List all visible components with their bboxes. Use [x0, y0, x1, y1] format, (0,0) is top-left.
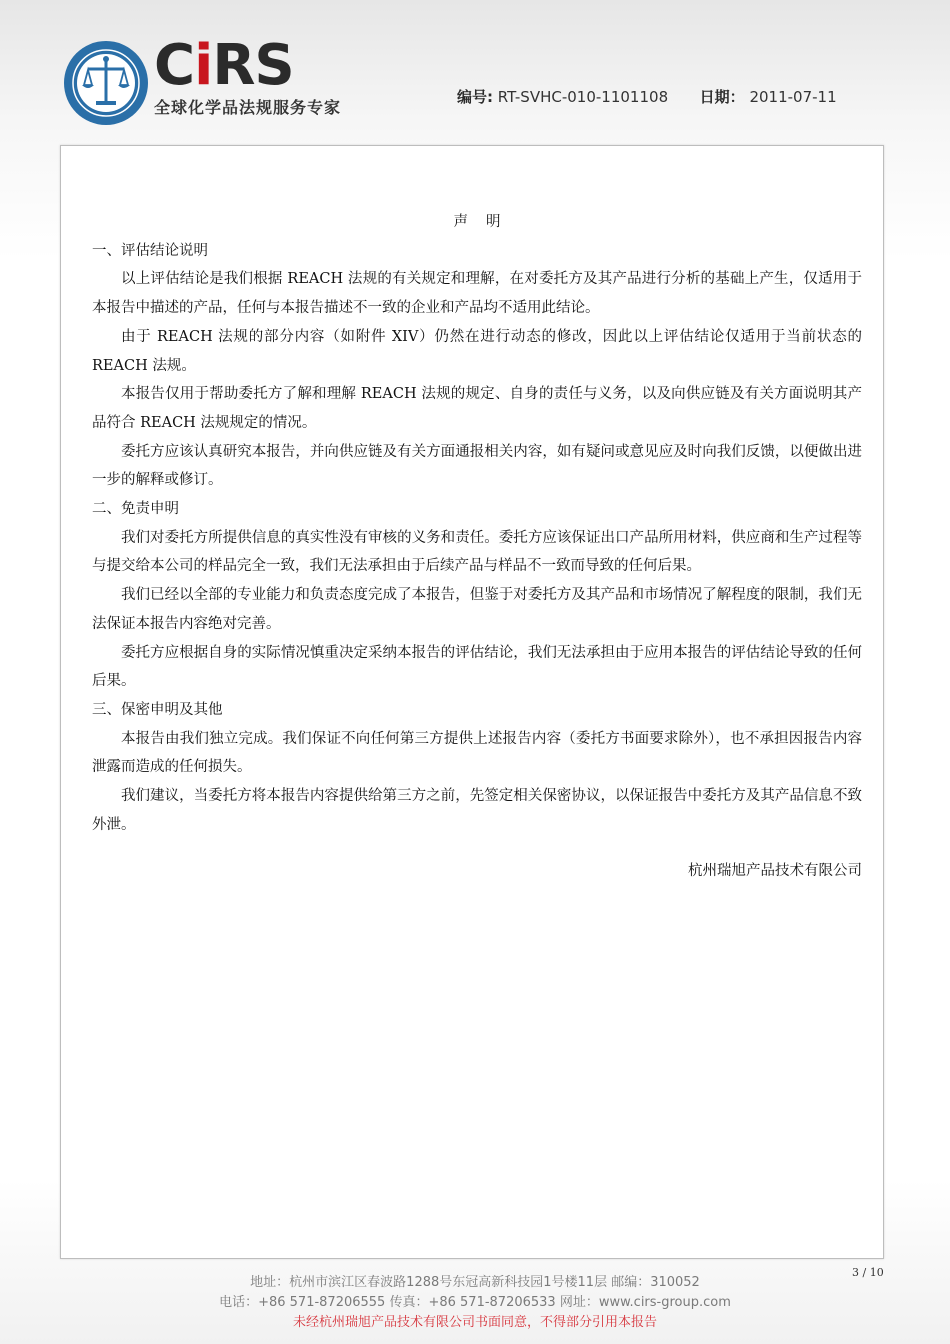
paragraph: 以上评估结论是我们根据 REACH 法规的有关规定和理解，在对委托方及其产品进行分析的基础上产生，仅适用于本报告中描述的产品，任何与本报告描述不一致的企业和产品均不适用此结论。 [92, 271, 862, 317]
company-logo [62, 35, 362, 135]
paragraph: 由于 REACH 法规的部分内容（如附件 XIV）仍然在进行动态的修改，因此以上评估结论仅适用于当前状态的 REACH 法规。 [92, 328, 862, 374]
paragraph: 本报告仅用于帮助委托方了解和理解 REACH 法规的规定、自身的责任与义务，以及向供应链及有关方面说明其产品符合 REACH 法规规定的情况。 [92, 386, 862, 431]
paragraph: 委托方应根据自身的实际情况慎重决定采纳本报告的评估结论，我们无法承担由于应用本报告的评估结论导致的任何后果。 [92, 644, 862, 690]
brand-wordmark: CiRS [154, 33, 294, 98]
section-heading: 二、免责申明 [92, 501, 179, 518]
paragraph: 委托方应该认真研究本报告，并向供应链及有关方面通报相关内容，如有疑问或意见应及时向我们反馈，以便做出进一步的解释或修订。 [92, 443, 862, 489]
page-number: 3 / 10 [852, 1266, 884, 1279]
report-date-label: 日期： [699, 88, 745, 106]
footer-contact: 电话：+86 571-87206555 传真：+86 571-87206533 网址：www.cirs-group.com [219, 1295, 731, 1310]
report-number-label: 编号: [457, 88, 493, 106]
section-heading: 三、保密申明及其他 [92, 701, 223, 718]
brand-tagline: 全球化学品法规服务专家 [154, 98, 342, 117]
company-signature: 杭州瑞旭产品技术有限公司 [688, 863, 862, 880]
document-title: 声明 [453, 214, 519, 230]
paragraph: 本报告由我们独立完成。我们保证不向任何第三方提供上述报告内容（委托方书面要求除外），也不承担因报告内容泄露而造成的任何损失。 [92, 730, 862, 776]
scales-seal-icon [62, 39, 150, 127]
paragraph: 我们已经以全部的专业能力和负责态度完成了本报告，但鉴于对委托方及其产品和市场情况了解程度的限制，我们无法保证本报告内容绝对完善。 [92, 587, 862, 632]
paragraph: 我们建议，当委托方将本报告内容提供给第三方之前，先签定相关保密协议，以保证报告中委托方及其产品信息不致外泄。 [92, 788, 862, 833]
report-date: 2011-07-11 [749, 88, 837, 106]
footer-address: 地址：杭州市滨江区春波路1288号东冠高新科技园1号楼11层 邮编：310052 [250, 1275, 700, 1290]
document-body [92, 208, 862, 886]
paragraph: 我们对委托方所提供信息的真实性没有审核的义务和责任。委托方应该保证出口产品所用材料，供应商和生产过程等与提交给本公司的样品完全一致，我们无法承担由于后续产品与样品不一致而导致的任何后果。 [92, 529, 862, 575]
report-meta [457, 86, 837, 107]
section-heading: 一、评估结论说明 [92, 242, 208, 259]
report-number: RT-SVHC-010-1101108 [497, 88, 669, 106]
footer-copyright-warning: 未经杭州瑞旭产品技术有限公司书面同意，不得部分引用本报告 [292, 1315, 657, 1330]
page-footer [0, 1273, 950, 1333]
